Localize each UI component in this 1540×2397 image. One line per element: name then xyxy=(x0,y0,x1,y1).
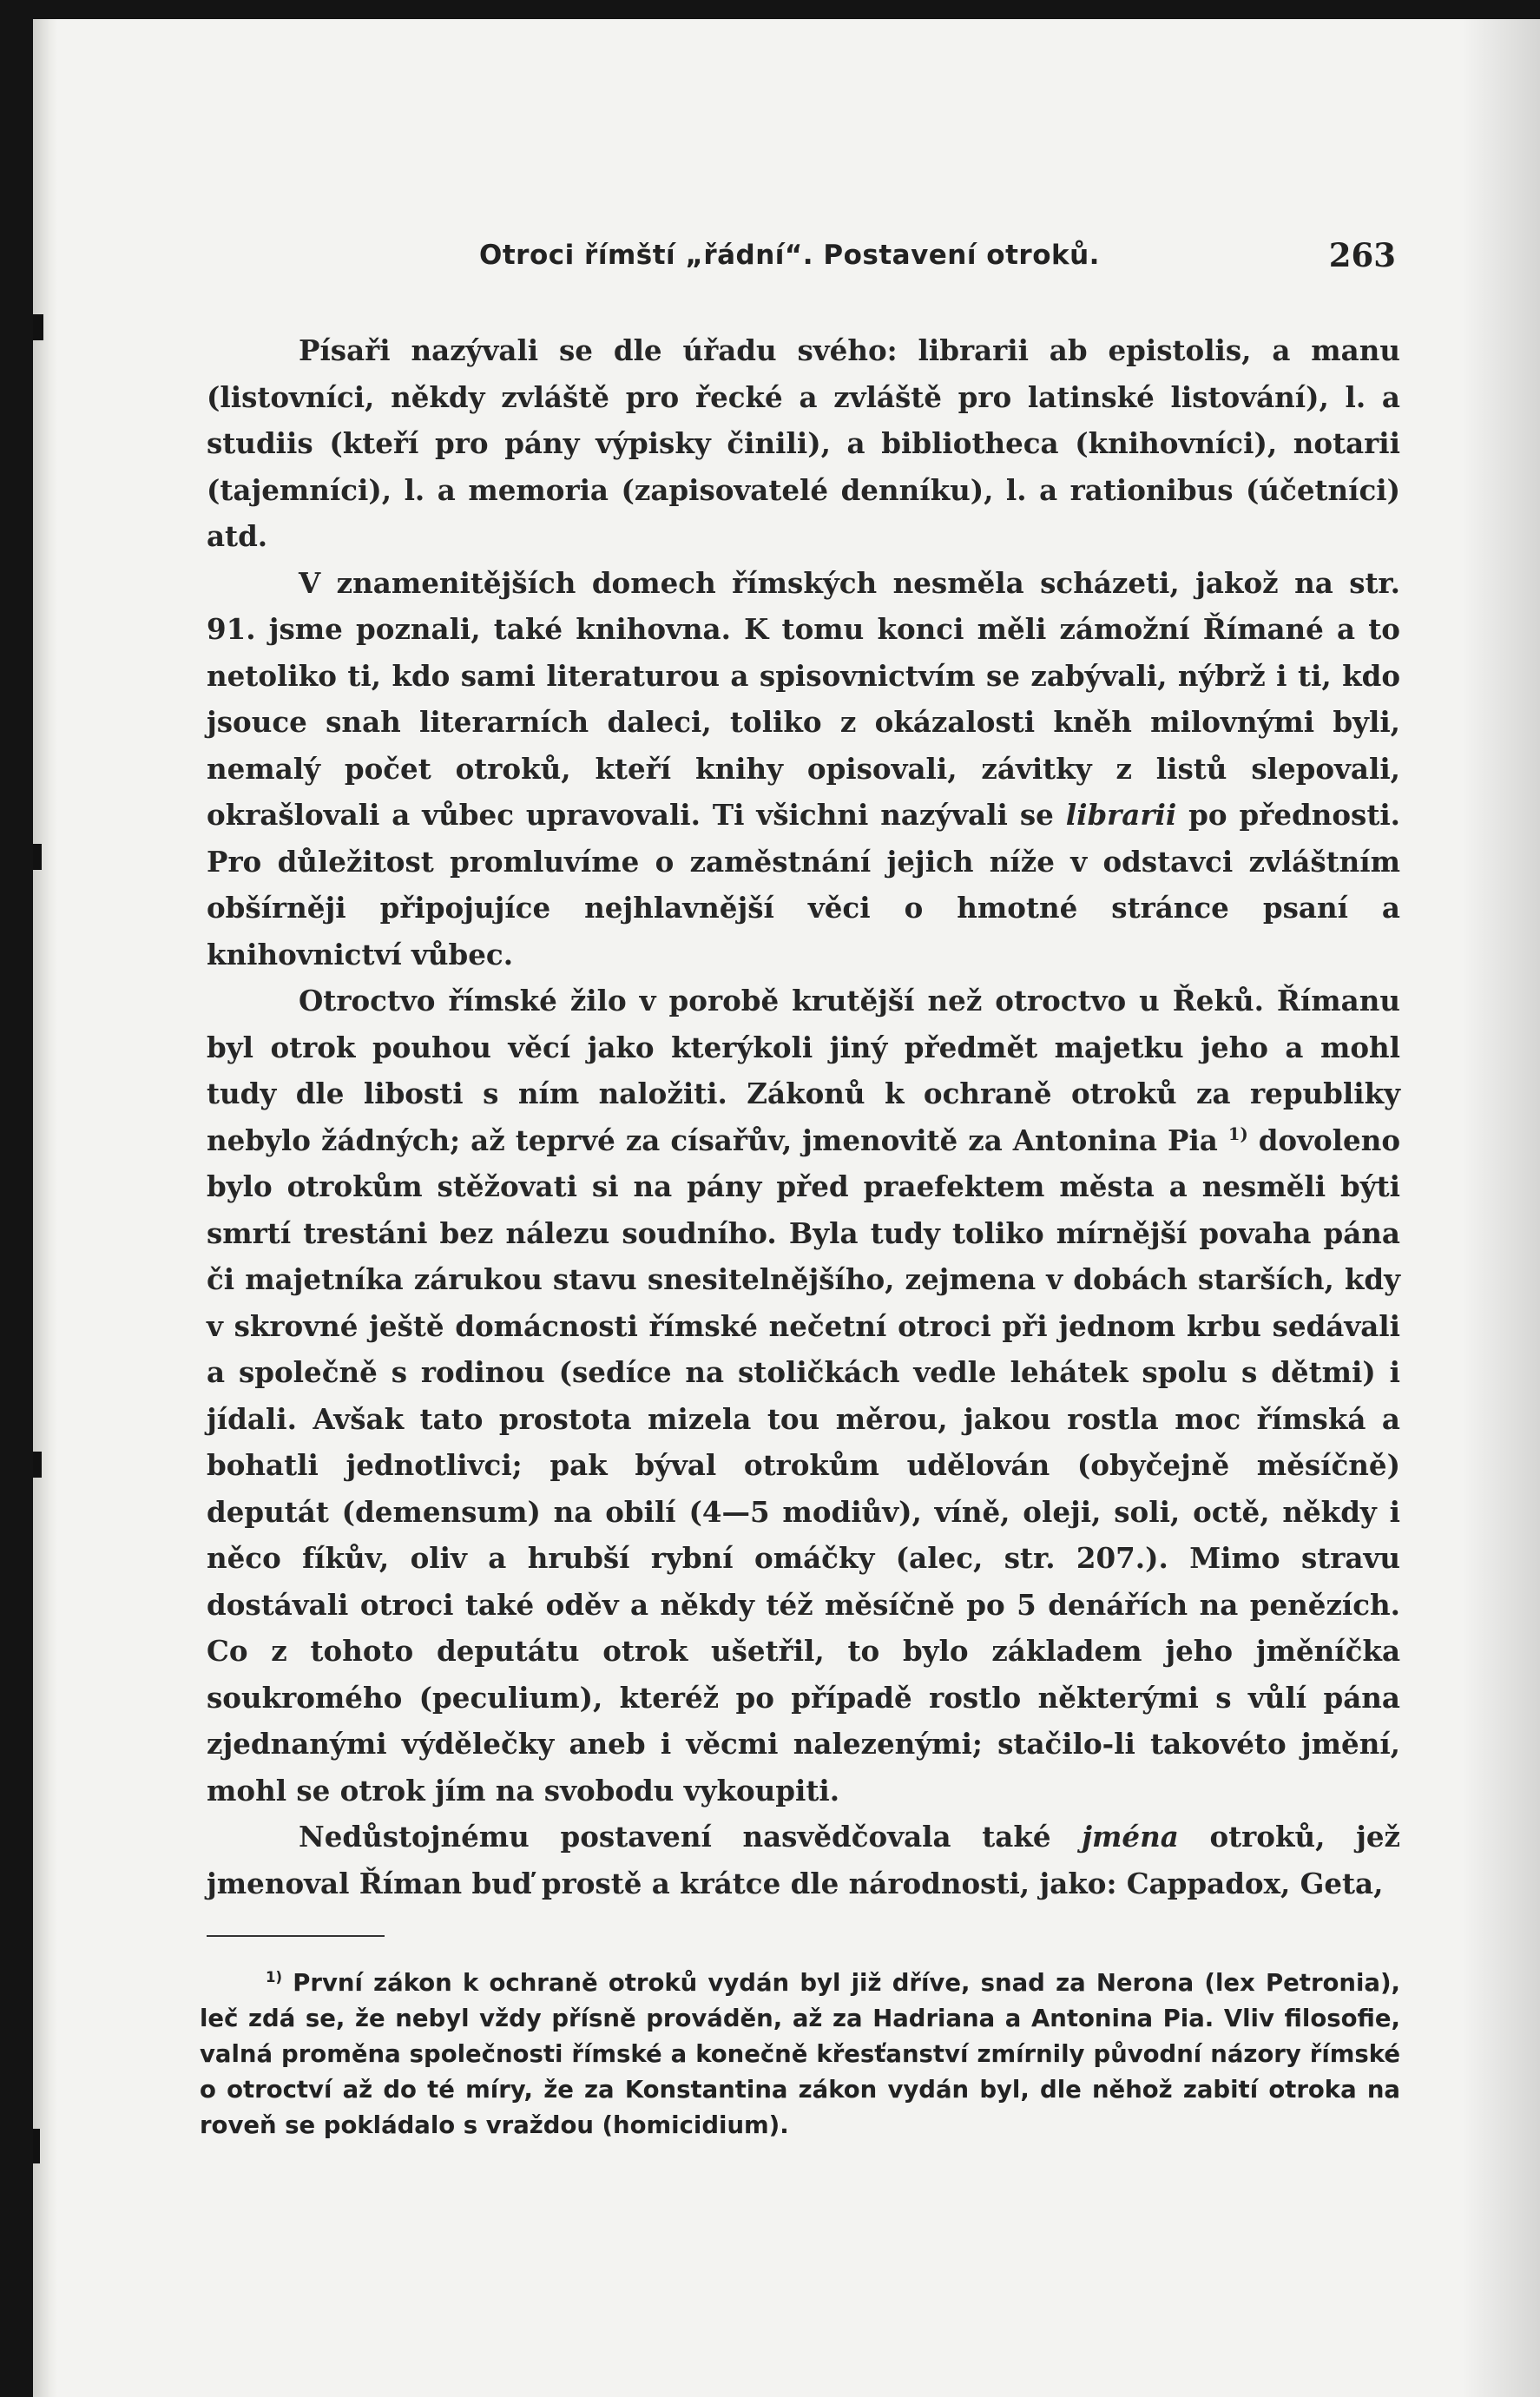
footnote-paragraph xyxy=(200,1966,1400,2143)
paragraph xyxy=(207,327,1400,560)
paragraph-text: Otroctvo římské žilo v porobě krutější než otroctvo u Řeků. Římanu byl otrok pouhou věcí jako kterýkoli jiný předmět majetku jeho a mohl tudy dle libosti s ním naložiti. Zákonů k ochraně otroků za republiky nebylo žádných; až teprvé za císařův, jmenovitě za Antonina Pia xyxy=(207,984,1400,1157)
paragraph xyxy=(207,560,1400,978)
paragraph-text: Písaři nazývali se dle úřadu svého: librarii ab epistolis, a manu (listovníci, někdy zvláště pro řecké a zvláště pro latinské listování), l. a studiis (kteří pro pány výpisky činili), a bibliotheca (knihovníci), notarii (tajemníci), l. a memoria (zapisovatelé denníku), l. a rationibus (účetníci) atd. xyxy=(207,333,1400,553)
paragraph-text: otroků, jež jmenoval Říman buď prostě a krátce dle národnosti, jako: Cappadox, Geta, xyxy=(207,1820,1400,1900)
page-edge-shadow xyxy=(1462,19,1540,2397)
footnote-separator xyxy=(207,1935,385,1937)
page-binding-shadow xyxy=(33,19,57,2397)
binding-mark xyxy=(33,314,43,340)
main-text xyxy=(207,327,1400,1906)
footnote-text: První zákon k ochraně otroků vydán byl již dříve, snad za Nerona (lex Petronia), leč zdá se, že nebyl vždy přísně prováděn, až za Hadriana a Antonina Pia. Vliv filosofie, valná proměna společnosti římské a konečně křesťanství zmírnily původní názory římské o otroctví až do té míry, že za Konstantina zákon vydán byl, dle něhož zabití otroka na roveň se pokládalo s vraždou (homicidium). xyxy=(200,1969,1400,2139)
paragraph-text: po přednosti. Pro důležitost promluvíme o zaměstnání jejich níže v odstavci zvláštním obšírněji připojujíce nejhlavnější věci o hmotné stránce psaní a knihovnictví vůbec. xyxy=(207,798,1400,971)
emphasis-text: librarii xyxy=(1065,798,1177,832)
running-head: Otroci římští „řádní“. Postavení otroků. xyxy=(479,240,1100,271)
footnote-marker: 1) xyxy=(266,1968,283,1985)
paragraph xyxy=(207,978,1400,1814)
paragraph xyxy=(207,1814,1400,1906)
footnote xyxy=(200,1966,1400,2143)
book-page xyxy=(33,19,1540,2397)
emphasis-text: jména xyxy=(1082,1820,1179,1854)
binding-mark xyxy=(33,1452,42,1478)
page-number: 263 xyxy=(1328,236,1396,274)
binding-mark xyxy=(33,844,42,870)
footnote-reference: 1) xyxy=(1227,1123,1248,1144)
paragraph-text: V znamenitějších domech římských nesměla scházeti, jakož na str. 91. jsme poznali, také knihovna. K tomu konci měli zámožní Římané a to netoliko ti, kdo sami literaturou a spisovnictvím se zabývali, nýbrž i ti, kdo jsouce snah literarních daleci, toliko z okázalosti kněh milovnými byli, nemalý počet otroků, kteří knihy opisovali, závitky z listů slepovali, okrašlovali a vůbec upravovali. Ti všichni nazývali se xyxy=(207,565,1400,832)
paragraph-text: Nedůstojnému postavení nasvědčovala také xyxy=(299,1820,1083,1854)
binding-mark xyxy=(33,2129,40,2163)
paragraph-text: dovoleno bylo otrokům stěžovati si na pány před praefektem města a nesměli býti smrtí trestáni bez nálezu soudního. Byla tudy toliko mírnější povaha pána či majetníka zárukou stavu snesitelnějšího, zejmena v dobách starších, kdy v skrovné ještě domácnosti římské nečetní otroci při jednom krbu sedávali a společně s rodinou (sedíce na stoličkách vedle lehátek spolu s dětmi) i jídali. Avšak tato prostota mizela tou měrou, jakou rostla moc římská a bohatli jednotlivci; pak býval otrokům udělován (obyčejně měsíčně) deputát (demensum) na obilí (4—5 modiův), víně, oleji, soli, octě, někdy i něco fíkův, oliv a hrubší rybní omáčky (alec, str. 207.). Mimo stravu dostávali otroci také oděv a někdy též měsíčně po 5 denářích na penězích. Co z tohoto deputátu otrok ušetřil, to bylo základem jeho jměníčka soukromého (peculium), kteréž po případě rostlo některými s vůlí pána zjednanými výdělečky aneb i věcmi nalezenými; stačilo-li takovéto jmění, mohl se otrok jím na svobodu vykoupiti. xyxy=(207,1123,1401,1808)
